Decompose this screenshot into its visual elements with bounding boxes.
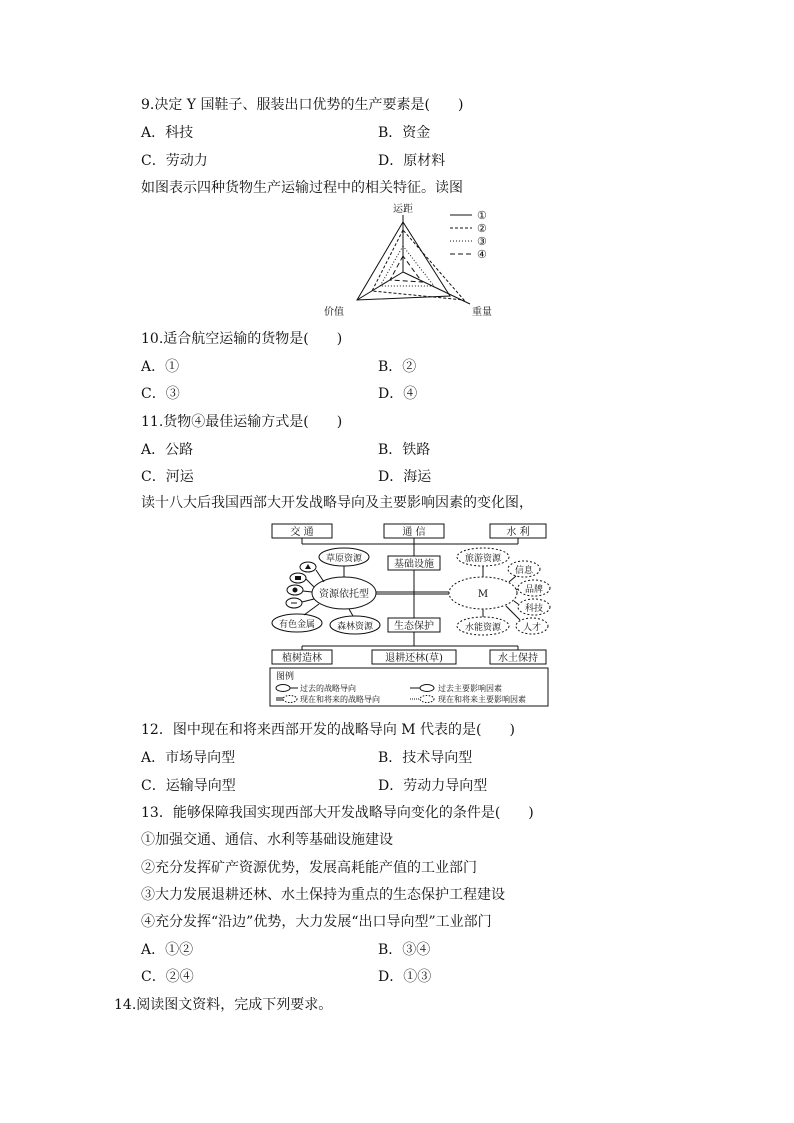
q9-option-a: A．科技 [141, 125, 194, 141]
q10-stem: 10.适合航空运输的货物是( ) [141, 331, 343, 347]
q13-item-3: ③大力发展退耕还林、水土保持为重点的生态保护工程建设 [141, 887, 505, 903]
q12-option-c: C．运输导向型 [141, 778, 236, 794]
box-return-farmland-label: 退耕还林(草) [385, 653, 443, 664]
legend-label-3: ③ [477, 235, 487, 248]
box-infrastructure-label: 基础设施 [394, 559, 434, 570]
q13-option-a: A．①② [141, 942, 194, 958]
legend-past-factors: 过去主要影响因素 [438, 684, 502, 693]
q13-option-d: D．①③ [378, 969, 432, 985]
intro-figure2: 读十八大后我国西部大开发战略导向及主要影响因素的变化图， [141, 495, 533, 511]
box-transport-label: 交 通 [290, 527, 314, 538]
q9-option-c: C．劳动力 [141, 153, 208, 169]
q11-stem: 11.货物④最佳运输方式是( ) [141, 414, 343, 430]
legend-label-1: ① [477, 209, 487, 222]
q9-stem: 9.决定 Y 国鞋子、服装出口优势的生产要素是( ) [141, 97, 464, 113]
oval-resource-based-label: 资源依托型 [319, 589, 369, 600]
factor-brand-label: 品牌 [524, 585, 544, 595]
radar-label-top: 运距 [393, 204, 413, 215]
radar-series-3 [380, 246, 434, 286]
q11-option-d: D．海运 [378, 469, 432, 485]
q12-option-d: D．劳动力导向型 [378, 778, 488, 794]
box-soil-conservation-label: 水土保持 [498, 653, 538, 664]
q12-option-a: A．市场导向型 [141, 750, 236, 766]
box-afforestation-label: 植树造林 [282, 653, 322, 664]
q13-option-b: B．③④ [378, 942, 431, 958]
radar-series-4 [390, 256, 422, 282]
q13-stem: 13．能够保障我国实现西部大开发战略导向变化的条件是( ) [141, 805, 534, 821]
box-water-label: 水 利 [506, 527, 530, 538]
intro-figure1: 如图表示四种货物生产运输过程中的相关特征。读图 [141, 180, 463, 196]
q10-option-b: B．② [378, 359, 417, 375]
factor-nonferrous-label: 有色金属 [278, 620, 316, 630]
factor-forest-label: 森林资源 [336, 622, 374, 632]
q13-option-c: C．②④ [141, 969, 194, 985]
legend-future-strategy: 现在和将来的战略导向 [300, 695, 380, 704]
oval-m-label: M [477, 589, 489, 600]
factor-talent-label: 人才 [522, 623, 542, 633]
q12-stem: 12．图中现在和将来西部开发的战略导向 M 代表的是( ) [141, 722, 515, 738]
legend-past-strategy: 过去的战略导向 [300, 684, 356, 693]
q11-option-b: B．铁路 [378, 442, 431, 458]
box-communication-label: 通 信 [402, 527, 426, 538]
q9-option-d: D．原材料 [378, 153, 446, 169]
factor-tourism-label: 旅游资源 [464, 554, 502, 564]
legend-title: 图例 [276, 672, 295, 682]
q13-item-1: ①加强交通、通信、水利等基础设施建设 [141, 832, 393, 848]
western-development-diagram [264, 522, 552, 710]
q11-option-c: C．河运 [141, 469, 194, 485]
radar-figure [310, 200, 510, 322]
q13-item-4: ④充分发挥“沿边”优势，大力发展“出口导向型”工业部门 [141, 914, 492, 930]
q10-option-a: A．① [141, 359, 180, 375]
factor-grassland-label: 草原资源 [325, 554, 363, 564]
q12-option-b: B．技术导向型 [378, 750, 473, 766]
q13-item-2: ②充分发挥矿产资源优势，发展高耗能产值的工业部门 [141, 860, 477, 876]
radar-label-left: 价值 [324, 307, 344, 318]
factor-information-label: 信息 [514, 566, 534, 576]
q10-option-c: C．③ [141, 386, 180, 402]
q11-option-a: A．公路 [141, 442, 194, 458]
q10-option-d: D．④ [378, 386, 418, 402]
factor-technology-label: 科技 [524, 604, 544, 614]
q9-option-b: B．资金 [378, 125, 431, 141]
factor-hydropower-label: 水能资源 [464, 623, 502, 633]
legend-future-factors: 现在和将来主要影响因素 [438, 695, 526, 704]
legend-label-2: ② [477, 222, 487, 235]
box-ecology-label: 生态保护 [394, 621, 434, 632]
q14-stem: 14.阅读图文资料，完成下列要求。 [114, 997, 333, 1013]
legend-label-4: ④ [477, 248, 487, 261]
radar-label-right: 重量 [472, 307, 492, 318]
